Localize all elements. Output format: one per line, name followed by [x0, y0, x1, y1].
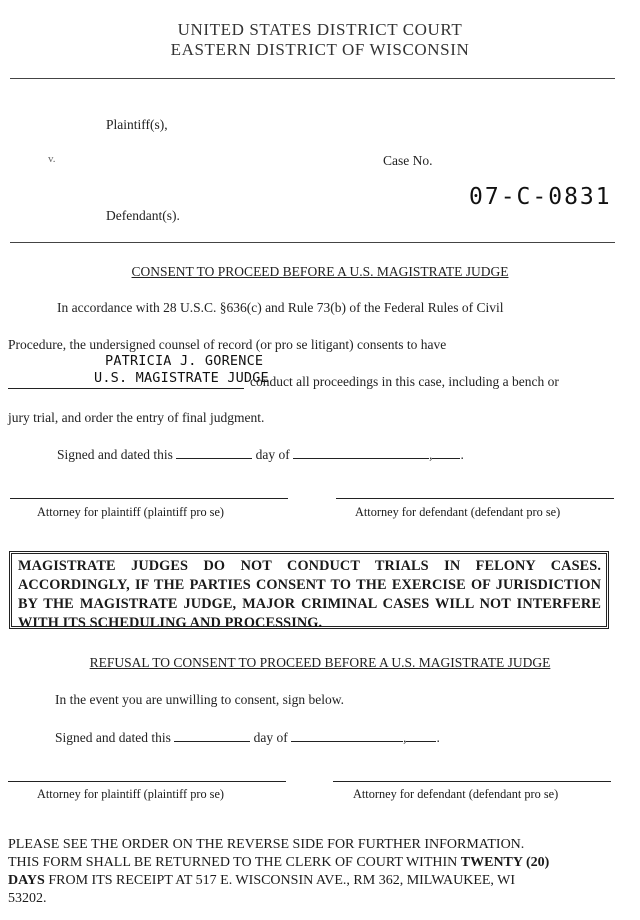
versus-label: v. [48, 153, 56, 165]
refusal-attorney-plaintiff-label: Attorney for plaintiff (plaintiff pro se) [37, 787, 225, 801]
refusal-year-blank[interactable] [406, 729, 436, 742]
refusal-title: REFUSAL TO CONSENT TO PROCEED BEFORE A U.S. MAGISTRATE JUDGE [89, 655, 551, 670]
footer-address: FROM ITS RECEIPT AT 517 E. WISCONSIN AVE., RM 362, MILWAUKEE, WI [48, 873, 516, 888]
defendant-signature-line[interactable] [336, 498, 614, 499]
court-district: EASTERN DISTRICT OF WISCONSIN [170, 40, 470, 59]
refusal-day-blank[interactable] [174, 729, 250, 742]
case-number: 07-C-0831 [469, 184, 612, 210]
signed-month-blank[interactable] [293, 446, 429, 459]
attorney-plaintiff-label: Attorney for plaintiff (plaintiff pro se) [37, 505, 225, 519]
signed-prefix: Signed and dated this [57, 447, 173, 462]
footer-deadline: TWENTY (20) [460, 855, 550, 870]
refusal-signed-prefix: Signed and dated this [55, 730, 171, 745]
refusal-instruction: In the event you are unwilling to consent, sign below. [55, 692, 344, 707]
signed-day-blank[interactable] [176, 446, 252, 459]
footer-notice [8, 836, 623, 908]
footer-line4: 53202. [8, 891, 47, 906]
footer-line2-text: THIS FORM SHALL BE RETURNED TO THE CLERK OF COURT WITHIN [8, 855, 458, 870]
refusal-signed-line: Signed and dated this day of , . [55, 730, 440, 745]
consent-para-line3: conduct all proceedings in this case, including a bench or [250, 374, 559, 389]
footer-line1: PLEASE SEE THE ORDER ON THE REVERSE SIDE FOR FURTHER INFORMATION. [8, 837, 525, 852]
signed-period: . [460, 447, 464, 462]
signed-year-blank[interactable] [432, 446, 460, 459]
refusal-attorney-defendant-label: Attorney for defendant (defendant pro se) [353, 787, 559, 801]
footer-line2 [8, 854, 623, 872]
judge-name: PATRICIA J. GORENCE [105, 353, 264, 369]
refusal-plaintiff-signature-line[interactable] [8, 781, 286, 782]
footer-line3 [8, 872, 623, 890]
footer-days: DAYS [8, 873, 45, 888]
plaintiff-label: Plaintiff(s), [106, 117, 168, 132]
case-no-label: Case No. [383, 153, 433, 168]
refusal-month-blank[interactable] [291, 729, 403, 742]
consent-title: CONSENT TO PROCEED BEFORE A U.S. MAGISTRATE JUDGE [131, 264, 509, 279]
attorney-defendant-label: Attorney for defendant (defendant pro se) [355, 505, 561, 519]
consent-para-line4: jury trial, and order the entry of final judgment. [8, 410, 265, 425]
defendant-label: Defendant(s). [106, 208, 180, 223]
judge-fill-line [8, 388, 244, 389]
consent-para-line1: In accordance with 28 U.S.C. §636(c) and Rule 73(b) of the Federal Rules of Civil [57, 300, 504, 315]
plaintiff-signature-line[interactable] [10, 498, 288, 499]
refusal-period: . [436, 730, 440, 745]
consent-para-line2: Procedure, the undersigned counsel of record (or pro se litigant) consents to have [8, 337, 447, 352]
consent-signed-line: Signed and dated this day of , . [57, 447, 464, 462]
refusal-defendant-signature-line[interactable] [333, 781, 611, 782]
refusal-day-of: day of [253, 730, 288, 745]
court-name: UNITED STATES DISTRICT COURT [177, 20, 463, 39]
caption-divider [10, 242, 615, 243]
header-divider [10, 78, 615, 79]
felony-notice-box: MAGISTRATE JUDGES DO NOT CONDUCT TRIALS IN FELONY CASES. ACCORDINGLY, IF THE PARTIES CONSENT TO THE EXERCISE OF JURISDICTION BY THE MAGISTRATE JUDGE, MAJOR CRIMINAL CASES WILL NOT INTERFERE WITH ITS SCHEDULING AND PROCESSING. [9, 551, 609, 629]
judge-title: U.S. MAGISTRATE JUDGE [94, 370, 269, 386]
signed-day-of: day of [255, 447, 290, 462]
